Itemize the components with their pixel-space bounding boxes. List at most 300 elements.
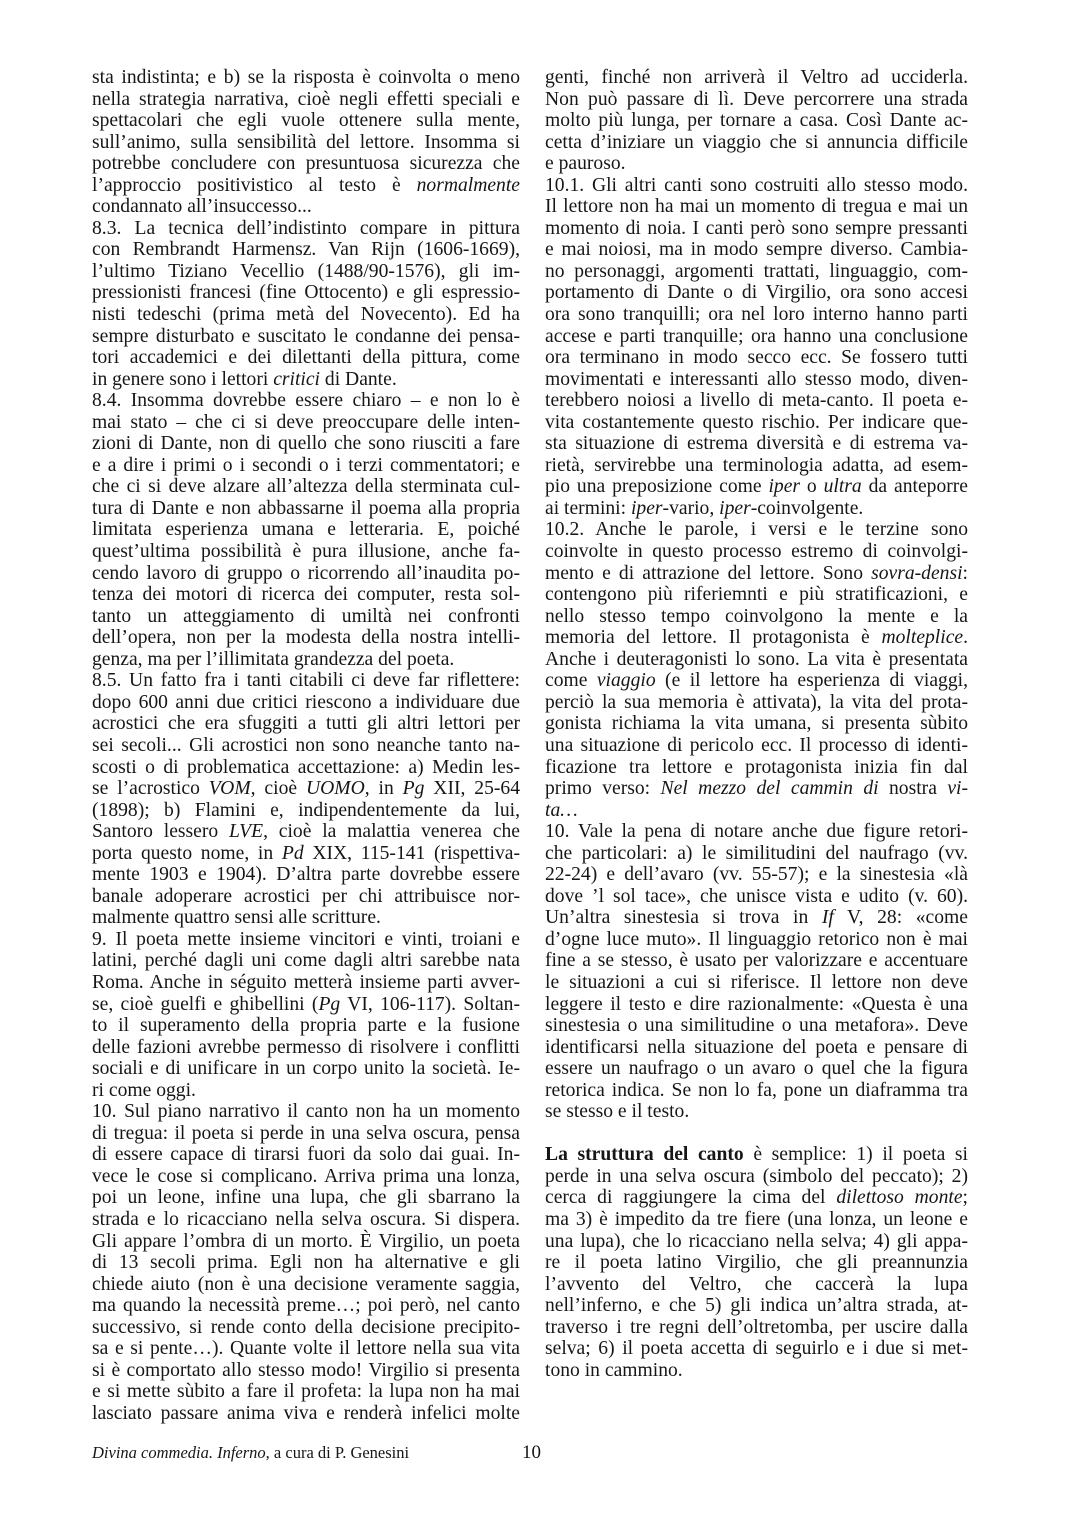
text-run: Roma. Anche in séguito metterà insieme parti avver- — [92, 971, 520, 993]
text-line — [545, 433, 968, 455]
text-run: , cioè — [250, 778, 306, 800]
text-line — [545, 175, 968, 197]
text-run: cendo lavoro di gruppo o ricorrendo all’inaudita po- — [92, 562, 520, 584]
text-run: ma 3) è impedito da tre fiere (una lonza, un leone e — [545, 1208, 968, 1230]
text-line — [545, 1317, 968, 1339]
text-line — [545, 1015, 968, 1037]
text-run: XII, 25-64 — [424, 778, 521, 800]
text-line — [545, 326, 968, 348]
text-run: rietà, servirebbe una terminologia adatta, ad esem- — [545, 454, 968, 476]
text-run: di Dante. — [320, 368, 397, 390]
text-line — [545, 1252, 968, 1274]
paragraph — [545, 519, 968, 821]
paragraph — [545, 1144, 968, 1381]
text-run: dove ’l sol tace», che unisce vista e udito (v. 60). — [545, 885, 968, 907]
text-line — [92, 1037, 520, 1059]
text-line — [545, 1295, 968, 1317]
text-run: lasciato passare anima viva e renderà infelici molte — [92, 1402, 520, 1424]
text-line — [545, 1101, 968, 1123]
text-run: o — [800, 476, 824, 498]
text-line — [92, 1231, 520, 1253]
text-run: selva; 6) il poeta accetta di seguirlo e i due si met- — [545, 1338, 968, 1360]
text-line — [92, 390, 520, 412]
text-line — [545, 864, 968, 886]
text-line — [545, 153, 968, 175]
text-line — [92, 800, 520, 822]
text-run: tori accademici e dei dilettanti della pittura, come — [92, 347, 520, 369]
text-line — [92, 907, 520, 929]
text-line — [92, 282, 520, 304]
text-run: primo verso: — [545, 778, 661, 800]
text-line — [545, 347, 968, 369]
text-line — [92, 843, 520, 865]
text-line — [545, 282, 968, 304]
text-run: se, cioè guelfi e ghibellini ( — [92, 993, 319, 1015]
text-line — [545, 541, 968, 563]
text-line — [545, 563, 968, 585]
text-line — [92, 649, 520, 671]
text-line — [92, 1166, 520, 1188]
text-line — [545, 1080, 968, 1102]
text-run: poi un leone, infine una lupa, che gli sbarrano la — [92, 1187, 520, 1209]
text-line — [545, 1274, 968, 1296]
paragraph — [92, 929, 520, 1101]
text-run: portamento di Dante o di Virgilio, ora sono accesi — [545, 282, 968, 304]
text-line — [92, 369, 520, 391]
text-run: sei secoli... Gli acrostici non sono neanche tanto na- — [92, 734, 520, 756]
text-line — [545, 412, 968, 434]
text-line — [545, 196, 968, 218]
text-run: Anche i deuteragonisti lo sono. La vita è presentata — [545, 648, 968, 670]
text-run: se l’acrostico — [92, 778, 209, 800]
text-line — [92, 1209, 520, 1231]
page-number: 10 — [522, 1442, 541, 1463]
text-run: che ci si deve alzare all’altezza della sterminata cul- — [92, 476, 520, 498]
text-run: è semplice: 1) il poeta si — [743, 1144, 968, 1166]
text-line — [545, 778, 968, 800]
text-line — [92, 864, 520, 886]
text-run: e pauroso. — [545, 153, 626, 175]
text-run: genza, ma per l’illimitata grandezza del poeta. — [92, 648, 455, 670]
text-line — [92, 692, 520, 714]
italic-text: Pg — [318, 993, 341, 1015]
text-line — [92, 239, 520, 261]
text-line — [92, 153, 520, 175]
text-line — [545, 519, 968, 541]
italic-text: critici — [273, 368, 320, 390]
text-line — [92, 89, 520, 111]
text-run: limitata esperienza umana e letteraria. E, poiché — [92, 519, 520, 541]
paragraph — [92, 670, 520, 929]
text-line — [92, 1252, 520, 1274]
text-line — [92, 1360, 520, 1382]
text-line — [545, 606, 968, 628]
text-run: molto più lunga, per tornare a casa. Così Dante ac- — [545, 110, 968, 132]
text-run: se stesso e il testo. — [545, 1101, 690, 1123]
text-run: contengono più riferiemnti e più stratificazioni, e — [545, 584, 968, 606]
text-run: -coinvolgente. — [750, 497, 864, 519]
text-run: 10. Vale la pena di notare anche due figure retori- — [545, 821, 968, 843]
text-run: 8.5. Un fatto fra i tanti citabili ci deve far riflettere: — [92, 670, 520, 692]
text-run: Il lettore non ha mai un momento di tregua e mai un — [545, 196, 968, 218]
text-run: porta questo nome, in — [92, 842, 282, 864]
text-run: che particolari: a) le similitudini del naufrago (vv. — [545, 842, 968, 864]
text-run: strada e lo ricacciano nella selva oscura. Si dispera. — [92, 1208, 520, 1230]
text-run: accese e parti tranquille; ora hanno una conclusione — [545, 325, 968, 347]
italic-text: vi- — [947, 778, 968, 800]
text-line — [92, 1058, 520, 1080]
text-line — [545, 929, 968, 951]
italic-text: molteplice — [881, 627, 964, 649]
text-line — [92, 606, 520, 628]
text-line — [545, 584, 968, 606]
italic-text: ta… — [545, 799, 578, 821]
text-run: ma quando la necessità preme…; poi però, nel canto — [92, 1295, 520, 1317]
text-run: VI, 106-117). Soltan- — [340, 993, 520, 1015]
text-run: cerca di raggiungere la cima del — [545, 1187, 837, 1209]
text-line — [92, 541, 520, 563]
text-run: coinvolte in questo processo estremo di coinvolgi- — [545, 541, 968, 563]
text-line — [92, 670, 520, 692]
text-run: sociali e di unificare in un corpo unito la società. Ie- — [92, 1058, 520, 1080]
text-run: successivo, si rende conto della decisione precipito- — [92, 1316, 520, 1338]
text-line — [92, 735, 520, 757]
text-line — [545, 110, 968, 132]
text-run: nisti tedeschi (prima metà del Novecento). Ed ha — [92, 304, 520, 326]
text-line — [92, 886, 520, 908]
text-line — [92, 196, 520, 218]
text-line — [545, 89, 968, 111]
text-run: quest’ultima possibilità è pura illusione, anche fa- — [92, 541, 520, 563]
text-line — [92, 1295, 520, 1317]
text-run: 10.2. Anche le parole, i versi e le terzine sono — [545, 519, 968, 541]
text-line — [545, 994, 968, 1016]
text-line — [92, 1338, 520, 1360]
text-run: Gli appare l’ombra di un morto. È Virgilio, un poeta — [92, 1230, 520, 1252]
text-line — [545, 907, 968, 929]
text-run: acrostici che era sfuggiti a tutti gli altri lettori per — [92, 713, 520, 735]
italic-text: ultra — [823, 476, 862, 498]
text-run: chiede aiuto (non è una decisione veramente saggia, — [92, 1273, 520, 1295]
text-run: le situazioni a cui si riferisce. Il lettore non deve — [545, 971, 968, 993]
text-line — [545, 1058, 968, 1080]
text-run: ri come oggi. — [92, 1079, 196, 1101]
text-line — [92, 304, 520, 326]
text-line — [545, 1360, 968, 1382]
text-run: 10.1. Gli altri canti sono costruiti allo stesso modo. — [545, 174, 968, 196]
text-line — [92, 1403, 520, 1425]
text-run: vita costantemente questo rischio. Per indicare que- — [545, 411, 968, 433]
italic-text: normalmente — [416, 174, 520, 196]
text-line — [545, 476, 968, 498]
text-run: si è comportato allo stesso modo! Virgilio si presenta — [92, 1359, 520, 1381]
text-run: sull’animo, sulla sensibilità del lettore. Insomma si — [92, 131, 520, 153]
text-run: momento di noia. I canti però sono sempre pressanti — [545, 217, 968, 239]
text-line — [545, 1187, 968, 1209]
text-line — [545, 670, 968, 692]
text-run: dopo 600 anni due critici riescono a individuare due — [92, 691, 520, 713]
text-run: tenza dei motori di ricerca dei computer, resta sol- — [92, 584, 520, 606]
text-line — [92, 67, 520, 89]
text-run: zioni di Dante, non di quello che sono riusciti a fare — [92, 433, 520, 455]
text-run: mento e di attrazione del lettore. Sono — [545, 562, 872, 584]
text-run: terebbero noiosi a livello di meta-canto. Il poeta e- — [545, 390, 968, 412]
text-run: : — [962, 562, 968, 584]
italic-text: Pg — [402, 778, 425, 800]
text-line — [92, 1274, 520, 1296]
text-line — [545, 67, 968, 89]
text-run: perciò la sua memoria è attivata), la vita del prota- — [545, 691, 968, 713]
text-run: tono in cammino. — [545, 1359, 683, 1381]
text-run: genti, finché non arriverà il Veltro ad ucciderla. — [545, 67, 968, 88]
italic-text: Nel mezzo del cammin di — [660, 778, 879, 800]
text-line — [545, 239, 968, 261]
paragraph — [545, 67, 968, 175]
text-line — [545, 1231, 968, 1253]
text-run: sempre disturbato e suscitato le condanne dei pensa- — [92, 325, 520, 347]
text-run: delle fazioni avrebbe permesso di risolvere i conflitti — [92, 1036, 520, 1058]
italic-text: LVE — [228, 821, 264, 843]
italic-text: Pd — [281, 842, 304, 864]
right-text-column — [545, 67, 968, 1381]
text-line — [92, 584, 520, 606]
text-line — [92, 1144, 520, 1166]
text-line — [545, 972, 968, 994]
italic-text: dilettoso monte — [836, 1187, 963, 1209]
text-line — [92, 1317, 520, 1339]
text-run: latini, perché dagli uni come dagli altri sarebbe nata — [92, 950, 520, 972]
text-run: 9. Il poeta mette insieme vincitori e vinti, troiani e — [92, 928, 520, 950]
paragraph — [92, 218, 520, 390]
text-run: . — [963, 627, 968, 649]
text-run: e a dire i primi o i secondi o i terzi commentatori; e — [92, 454, 520, 476]
text-run: no personaggi, argomenti trattati, linguaggio, com- — [545, 260, 968, 282]
italic-text: viaggio — [596, 670, 656, 692]
text-run: ora sono tranquilli; ora nel loro interno hanno parti — [545, 304, 968, 326]
text-run: pio una preposizione come — [545, 476, 769, 498]
text-line — [92, 757, 520, 779]
book-title: Divina commedia. Inferno — [92, 1443, 266, 1462]
italic-text: iper — [768, 476, 801, 498]
text-run: in genere sono i lettori — [92, 368, 274, 390]
text-line — [545, 498, 968, 520]
text-line — [545, 950, 968, 972]
text-run: (1898); b) Flamini e, indipendentemente da lui, — [92, 799, 520, 821]
italic-text: If — [821, 907, 834, 929]
text-run: mai stato – che ci si deve preoccupare delle inten- — [92, 411, 520, 433]
text-line — [545, 886, 968, 908]
text-run: d’ogne luce muto». Il linguaggio retorico non è mai — [545, 928, 968, 950]
text-line — [545, 735, 968, 757]
text-run: come — [545, 670, 597, 692]
text-line — [545, 455, 968, 477]
text-run: malmente quattro sensi alle scritture. — [92, 907, 381, 929]
text-line — [545, 692, 968, 714]
text-run: Un’altra sinestesia si trova in — [545, 907, 822, 929]
text-run: sinestesia o una similitudine o una metafora». Deve — [545, 1015, 968, 1037]
text-run: sa e si pente…). Quante volte il lettore nella sua vita — [92, 1338, 520, 1360]
paragraph — [545, 175, 968, 520]
page-footer — [92, 1443, 409, 1463]
text-run: re il poeta latino Virgilio, che gli preannunzia — [545, 1252, 968, 1274]
text-run: cetta d’iniziare un viaggio che si annuncia difficile — [545, 131, 968, 153]
text-line — [92, 412, 520, 434]
text-line — [92, 433, 520, 455]
text-line — [545, 800, 968, 822]
text-run: dell’opera, non per la modesta della nostra intelli- — [92, 627, 520, 649]
text-run: memoria del lettore. Il protagonista è — [545, 627, 882, 649]
text-line — [92, 455, 520, 477]
text-line — [92, 476, 520, 498]
text-run: nell’inferno, e che 5) gli indica un’altra strada, at- — [545, 1295, 968, 1317]
text-line — [545, 1166, 968, 1188]
left-text-column — [92, 67, 520, 1424]
text-line — [92, 218, 520, 240]
text-line — [92, 132, 520, 154]
text-line — [92, 1381, 520, 1403]
text-run: sta indistinta; e b) se la risposta è coinvolta o meno — [92, 67, 520, 88]
text-run: tura di Dante e non abbassarne il poema alla propria — [92, 497, 520, 519]
text-line — [545, 218, 968, 240]
text-line — [92, 110, 520, 132]
text-line — [545, 132, 968, 154]
text-run: di 13 secoli prima. Egli non ha alternative e gli — [92, 1252, 520, 1274]
text-run: -vario, — [662, 497, 720, 519]
text-run: 22-24) e dell’avaro (vv. 55-57); e la sinestesia «là — [545, 864, 968, 886]
text-run: tanto un atteggiamento di umiltà nei confronti — [92, 605, 520, 627]
text-run: Non può passare di lì. Deve percorrere una strada — [545, 88, 968, 110]
text-run: (e il lettore ha esperienza di viaggi, — [655, 670, 968, 692]
text-run: XIX, 115-141 (rispettiva- — [303, 842, 520, 864]
text-run: nella strategia narrativa, cioè negli effetti speciali e — [92, 88, 520, 110]
text-run: spettacolari che egli vuole ottenere sulla mente, — [92, 110, 520, 132]
paragraph — [92, 67, 520, 218]
text-run: to il superamento della propria parte e la fusione — [92, 1015, 520, 1037]
text-line — [545, 821, 968, 843]
paragraph — [92, 390, 520, 670]
text-run: vece le cose si complicano. Arriva prima una lonza, — [92, 1165, 520, 1187]
text-run: essere un naufrago o un avaro o quel che la figura — [545, 1058, 968, 1080]
text-line — [92, 1101, 520, 1123]
text-run: e si mette sùbito a fare il profeta: la lupa non ha mai — [92, 1381, 520, 1403]
text-line — [545, 1338, 968, 1360]
text-line — [545, 369, 968, 391]
text-run: condannato all’insuccesso... — [92, 196, 312, 218]
text-line — [92, 1015, 520, 1037]
paragraph — [92, 1101, 520, 1424]
text-run: con Rembrandt Harmensz. Van Rijn (1606-1669), — [92, 239, 520, 261]
text-line — [92, 498, 520, 520]
text-line — [545, 1209, 968, 1231]
text-run: Santoro lessero — [92, 821, 229, 843]
text-line — [545, 627, 968, 649]
text-line — [545, 390, 968, 412]
text-line — [92, 519, 520, 541]
text-run: l’avvento del Veltro, che caccerà la lupa — [545, 1273, 968, 1295]
text-run: nello stesso tempo coinvolgono la mente e la — [545, 605, 968, 627]
editor-credit: , a cura di P. Genesini — [265, 1443, 410, 1462]
text-run: e mai noiosi, ma in modo sempre diverso. Cambia- — [545, 239, 968, 261]
text-run: ; — [962, 1187, 968, 1209]
text-run: ai termini: — [545, 497, 631, 519]
bold-text: La struttura del canto — [545, 1144, 744, 1166]
text-line — [92, 1187, 520, 1209]
text-line — [92, 627, 520, 649]
text-line — [92, 713, 520, 735]
text-line — [545, 649, 968, 671]
text-line — [545, 713, 968, 735]
text-line — [545, 843, 968, 865]
text-line — [92, 994, 520, 1016]
text-run: nostra — [878, 778, 948, 800]
text-line — [92, 929, 520, 951]
italic-text: sovra-densi — [871, 562, 963, 584]
text-run: gonista richiama la vita umana, si presenta sùbito — [545, 713, 968, 735]
text-line — [92, 972, 520, 994]
text-line — [92, 1123, 520, 1145]
text-run: movimentati e interessanti allo stesso modo, diven- — [545, 368, 968, 390]
italic-text: VOM — [208, 778, 251, 800]
text-line — [92, 1080, 520, 1102]
text-run: una lupa), che lo ricacciano nella selva; 4) gli appa- — [545, 1230, 968, 1252]
text-run: mente 1903 e 1904). D’altra parte dovrebbe essere — [92, 864, 520, 886]
text-run: una situazione di pericolo ecc. Il processo di identi- — [545, 734, 968, 756]
text-line — [545, 757, 968, 779]
text-run: potrebbe concludere con presuntuosa sicurezza che — [92, 153, 520, 175]
text-line — [92, 778, 520, 800]
text-run: 8.4. Insomma dovrebbe essere chiaro – e non lo è — [92, 390, 520, 412]
text-line — [92, 821, 520, 843]
text-run: 8.3. La tecnica dell’indistinto compare in pittura — [92, 217, 520, 239]
text-line — [92, 261, 520, 283]
text-line — [92, 563, 520, 585]
text-run: V, 28: «come — [833, 907, 968, 929]
text-run: leggere il testo e dire razionalmente: «Questa è una — [545, 993, 968, 1015]
text-run: traverso i tre regni dell’oltretomba, per uscire dalla — [545, 1316, 968, 1338]
text-run: pressionisti francesi (fine Ottocento) e gli espressio- — [92, 282, 520, 304]
text-run: l’ultimo Tiziano Vecellio (1488/90-1576), gli im- — [92, 260, 520, 282]
italic-text: iper — [630, 497, 663, 519]
text-line — [545, 1144, 968, 1166]
text-line — [545, 261, 968, 283]
text-run: 10. Sul piano narrativo il canto non ha un momento — [92, 1101, 520, 1123]
text-run: fine a se stesso, è usato per valorizzare e accentuare — [545, 950, 968, 972]
text-line — [92, 347, 520, 369]
text-run: retorica indica. Se non lo fa, pone un diaframma tra — [545, 1079, 968, 1101]
text-run: scosti o di problematica accettazione: a) Medin les- — [92, 756, 520, 778]
italic-text: iper — [719, 497, 751, 519]
text-run: perde in una selva oscura (simbolo del peccato); 2) — [545, 1165, 968, 1187]
text-run: di tregua: il poeta si perde in una selva oscura, pensa — [92, 1122, 520, 1144]
text-line — [92, 326, 520, 348]
text-run: , in — [364, 778, 403, 800]
text-run: identificarsi nella situazione del poeta e pensare di — [545, 1036, 968, 1058]
text-run: , cioè la malattia venerea che — [263, 821, 520, 843]
text-line — [545, 1037, 968, 1059]
text-line — [92, 950, 520, 972]
text-line — [545, 304, 968, 326]
text-run: ora terminano in modo secco ecc. Se fossero tutti — [545, 347, 968, 369]
text-run: sta situazione di estrema diversità e di estrema va- — [545, 433, 968, 455]
text-run: l’approccio positivistico al testo è — [92, 174, 417, 196]
paragraph — [545, 821, 968, 1123]
text-run: banale adoperare acrostici per chi attribuisce nor- — [92, 885, 520, 907]
text-run: di essere capace di tirarsi fuori da solo dai guai. In- — [92, 1144, 520, 1166]
italic-text: UOMO — [305, 778, 365, 800]
text-run: ficazione tra lettore e protagonista inizia fin dal — [545, 756, 968, 778]
text-run: da anteporre — [861, 476, 968, 498]
text-line — [92, 175, 520, 197]
